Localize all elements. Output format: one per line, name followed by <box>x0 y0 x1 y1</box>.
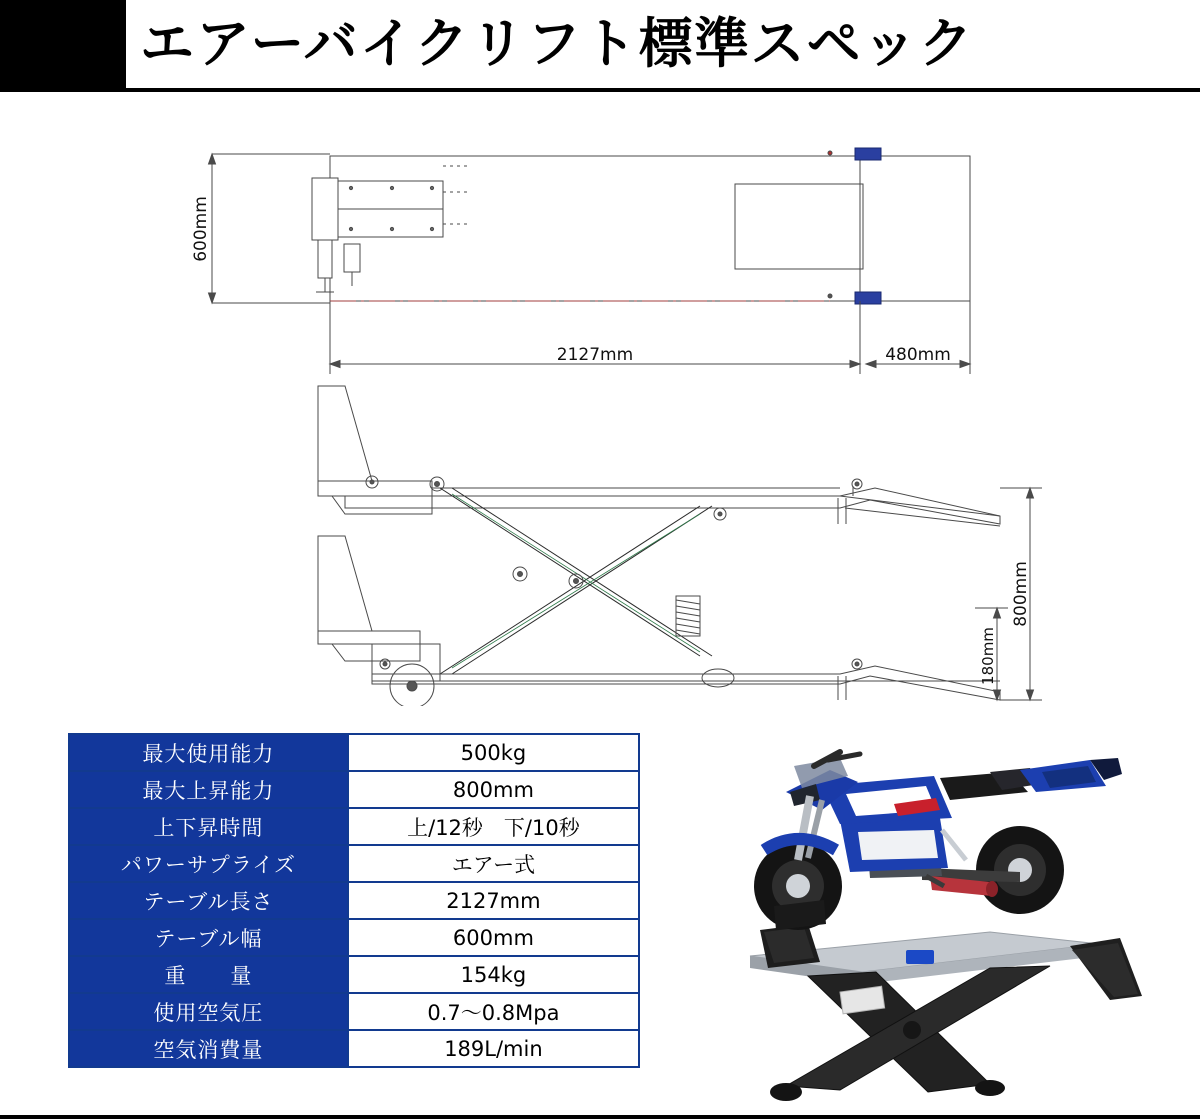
spec-value: エアー式 <box>348 845 639 882</box>
spec-key: 上下昇時間 <box>69 808 348 845</box>
spec-value: 800mm <box>348 771 639 808</box>
header-black-block <box>0 0 126 88</box>
spec-key: 最大上昇能力 <box>69 771 348 808</box>
top-view-width-dimension: 600mm <box>191 196 211 262</box>
spec-table <box>68 733 640 1068</box>
side-view-min-height-dimension: 180mm <box>979 627 997 685</box>
table-row <box>69 1030 639 1067</box>
spec-key: 最大使用能力 <box>69 734 348 771</box>
spec-value: 0.7〜0.8Mpa <box>348 993 639 1030</box>
spec-key: パワーサプライズ <box>69 845 348 882</box>
spec-value: 154kg <box>348 956 639 993</box>
spec-key: 重 量 <box>69 956 348 993</box>
table-row <box>69 771 639 808</box>
top-view-tail-dimension: 480mm <box>885 345 951 365</box>
table-row <box>69 808 639 845</box>
table-row <box>69 919 639 956</box>
table-row <box>69 993 639 1030</box>
spec-value: 2127mm <box>348 882 639 919</box>
header-divider <box>0 88 1200 92</box>
table-row <box>69 845 639 882</box>
spec-value: 189L/min <box>348 1030 639 1067</box>
spec-key: 使用空気圧 <box>69 993 348 1030</box>
spec-value: 600mm <box>348 919 639 956</box>
top-view-length-dimension: 2127mm <box>556 345 634 365</box>
spec-value: 上/12秒 下/10秒 <box>348 808 639 845</box>
spec-key: テーブル幅 <box>69 919 348 956</box>
table-row <box>69 956 639 993</box>
page-header <box>0 0 1200 88</box>
footer-divider <box>0 1115 1200 1119</box>
table-row <box>69 882 639 919</box>
motorcycle-on-air-lift-photo <box>690 700 1190 1115</box>
table-row <box>69 734 639 771</box>
technical-drawing <box>0 96 1200 706</box>
spec-value: 500kg <box>348 734 639 771</box>
side-view-max-height-dimension: 800mm <box>1011 561 1031 627</box>
spec-key: 空気消費量 <box>69 1030 348 1067</box>
spec-key: テーブル長さ <box>69 882 348 919</box>
page-title: エアーバイクリフト標準スペック <box>140 12 975 75</box>
